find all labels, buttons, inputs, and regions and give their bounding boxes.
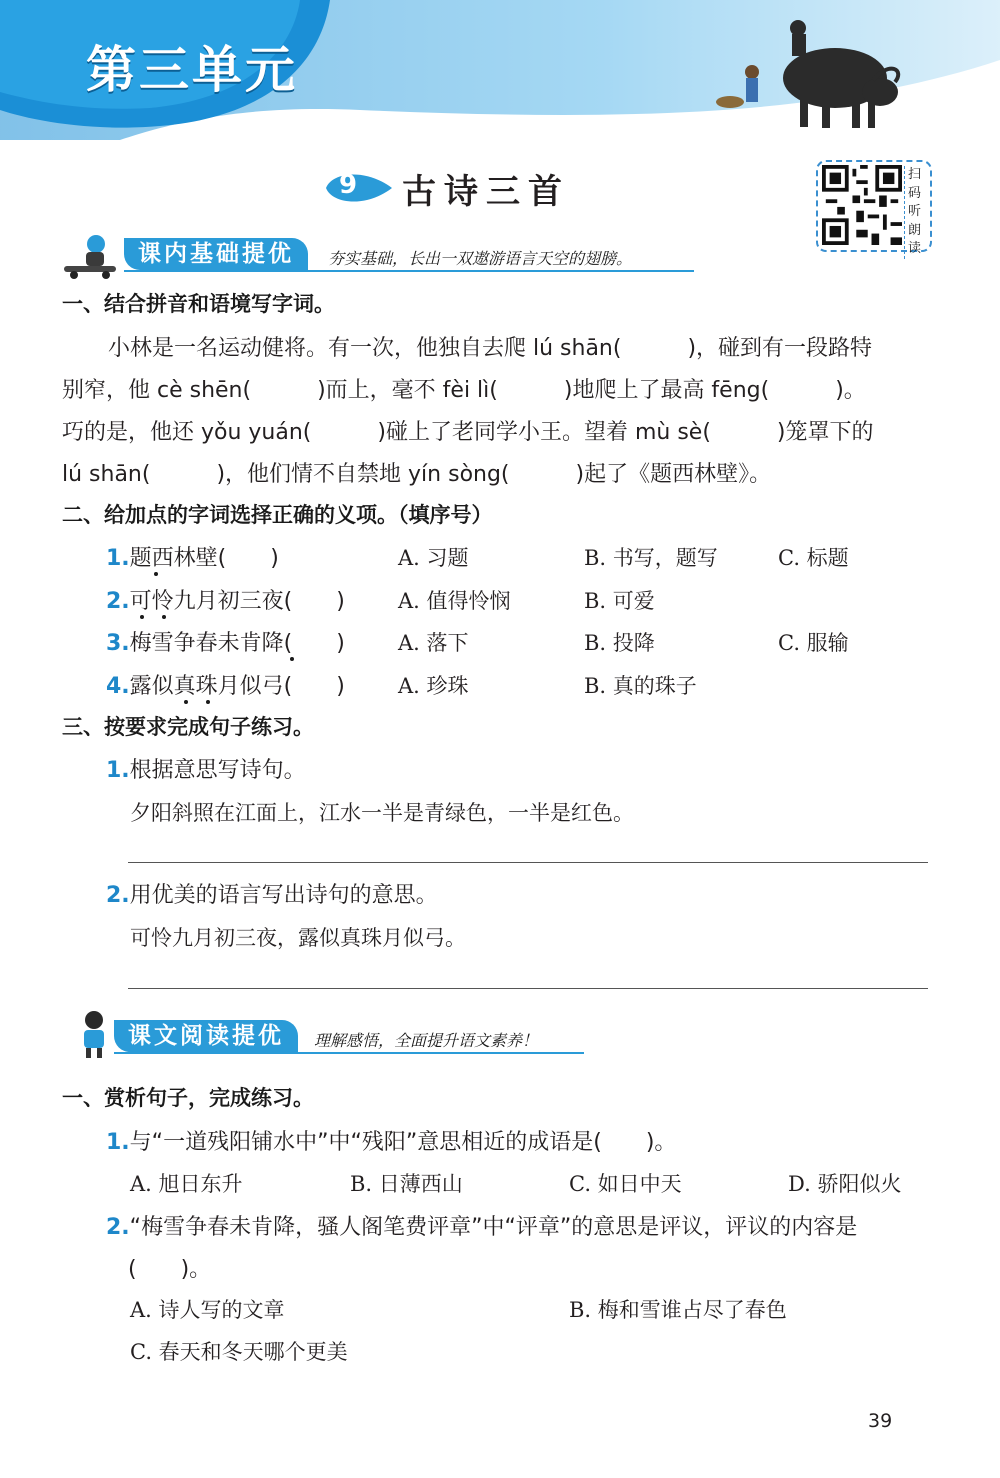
q2-item-1-option-c: C. 标题 <box>778 546 849 570</box>
q2-item-1-text: 题西林壁( ) <box>129 546 279 571</box>
reading-kid-icon <box>70 1008 116 1060</box>
q3-sub2-prompt-text: 用优美的语言写出诗句的意思。 <box>129 883 438 908</box>
q3-heading: 三、按要求完成句子练习。 <box>62 715 314 739</box>
answer-line-1[interactable] <box>128 862 928 863</box>
s2-q1-sub1-option-b: B. 日薄西山 <box>350 1172 463 1196</box>
q2-item-4-num: 4. <box>106 674 130 699</box>
section2-banner: 课文阅读提优 <box>114 1020 298 1052</box>
section2-motto: 理解感悟，全面提升语文素养！ <box>314 1031 539 1050</box>
unit-title: 第三单元 <box>86 41 298 99</box>
q2-item-4-option-b: B. 真的珠子 <box>584 674 697 698</box>
q1-line-4: lú shān( )，他们情不自禁地 yín sòng( )起了《题西林壁》。 <box>62 462 772 487</box>
s2-q1-sub2-option-c: C. 春天和冬天哪个更美 <box>130 1340 348 1364</box>
q2-item-4 <box>106 669 345 700</box>
q2-item-3 <box>106 626 345 657</box>
qr-label: 扫码听朗读 <box>904 166 928 259</box>
q2-item-4-option-a: A. 珍珠 <box>398 674 469 698</box>
s2-q1-sub1 <box>106 1125 676 1156</box>
s2-q1-sub2-option-a: A. 诗人写的文章 <box>130 1298 285 1322</box>
s2-q1-sub2-blank: ( )。 <box>128 1257 212 1282</box>
q2-item-3-num: 3. <box>106 631 130 656</box>
q1-heading: 一、结合拼音和语境写字词。 <box>62 292 335 316</box>
lesson-title: 古诗三首 <box>402 172 570 212</box>
q1-line-2: 别窄，他 cè shēn( )而上，毫不 fèi lì( )地爬上了最高 fēng( )。 <box>62 378 866 403</box>
emphasis-dot <box>140 615 144 619</box>
s2-q1-sub1-option-c: C. 如日中天 <box>569 1172 682 1196</box>
s2-q1-sub1-option-d: D. 骄阳似火 <box>788 1172 902 1196</box>
emphasis-dot <box>290 657 294 661</box>
q2-item-2-option-a: A. 值得怜悯 <box>398 589 511 613</box>
emphasis-dot <box>154 572 158 576</box>
q2-item-1 <box>106 541 279 572</box>
s2-q1-sub2 <box>106 1210 857 1241</box>
q3-sub1-text: 夕阳斜照在江面上，江水一半是青绿色，一半是红色。 <box>130 801 634 825</box>
q1-line-3: 巧的是，他还 yǒu yuán( )碰上了老同学小王。望着 mù sè( )笼罩下的 <box>62 420 874 445</box>
q2-item-3-option-c: C. 服输 <box>778 631 849 655</box>
q3-sub1-num: 1. <box>106 758 130 783</box>
section1-underline <box>124 270 694 272</box>
q2-item-3-option-b: B. 投降 <box>584 631 655 655</box>
q2-item-2 <box>106 584 345 615</box>
q3-sub2-text: 可怜九月初三夜，露似真珠月似弓。 <box>130 926 466 950</box>
q1-line-1: 小林是一名运动健将。有一次，他独自去爬 lú shān( )，碰到有一段路特 <box>108 336 873 361</box>
q2-item-3-text: 梅雪争春未肯降( ) <box>129 631 345 656</box>
q2-item-3-option-a: A. 落下 <box>398 631 469 655</box>
q2-item-1-num: 1. <box>106 546 130 571</box>
lesson-number: 9 <box>338 170 358 200</box>
q3-sub1-prompt-text: 根据意思写诗句。 <box>129 758 306 783</box>
s2-q1-sub2-text: “梅雪争春未肯降，骚人阁笔费评章”中“评章”的意思是评议，评议的内容是 <box>129 1215 858 1240</box>
qr-code-icon[interactable] <box>822 165 902 245</box>
q2-item-2-option-b: B. 可爱 <box>584 589 655 613</box>
q3-sub1-prompt <box>106 753 306 784</box>
q2-item-2-num: 2. <box>106 589 130 614</box>
s2-q1-sub2-option-b: B. 梅和雪谁占尽了春色 <box>569 1298 787 1322</box>
s2-q1-sub2-num: 2. <box>106 1215 130 1240</box>
emphasis-dot <box>206 700 210 704</box>
section1-banner: 课内基础提优 <box>124 238 308 270</box>
s2-q1-sub1-text: 与“一道残阳铺水中”中“残阳”意思相近的成语是( )。 <box>129 1130 677 1155</box>
q2-item-1-option-a: A. 习题 <box>398 546 469 570</box>
q3-sub2-num: 2. <box>106 883 130 908</box>
answer-line-2[interactable] <box>128 988 928 989</box>
q2-item-2-text: 可怜九月初三夜( ) <box>129 589 345 614</box>
page-number: 39 <box>868 1410 893 1432</box>
emphasis-dot <box>184 700 188 704</box>
s2-q1-sub1-num: 1. <box>106 1130 130 1155</box>
emphasis-dot <box>162 615 166 619</box>
s2-q1-heading: 一、赏析句子，完成练习。 <box>62 1086 314 1110</box>
q2-item-1-option-b: B. 书写，题写 <box>584 546 718 570</box>
q3-sub2-prompt <box>106 878 438 909</box>
s2-q1-sub1-option-a: A. 旭日东升 <box>130 1172 243 1196</box>
section2-underline <box>114 1052 584 1054</box>
skateboard-kid-icon <box>58 232 124 280</box>
section1-motto: 夯实基础，长出一双遨游语言天空的翅膀。 <box>328 249 633 268</box>
q2-heading: 二、给加点的字词选择正确的义项。（填序号） <box>62 503 493 527</box>
q2-item-4-text: 露似真珠月似弓( ) <box>129 674 345 699</box>
